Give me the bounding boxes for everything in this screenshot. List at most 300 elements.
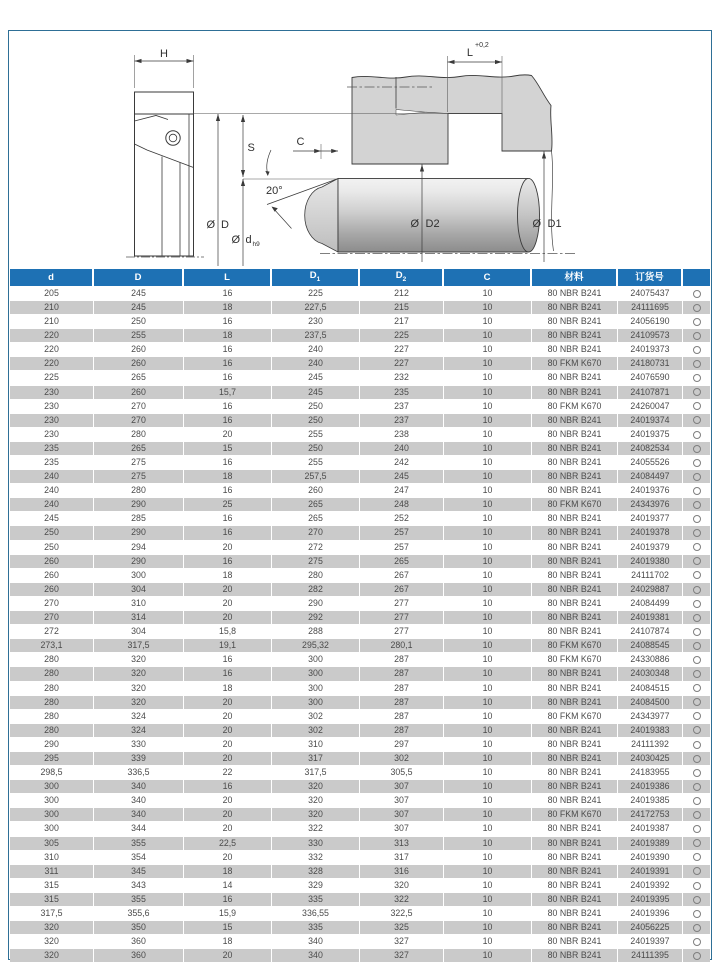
order-mark-cell[interactable] (683, 498, 710, 511)
order-mark-cell[interactable] (683, 484, 710, 497)
table-cell: 80 NBR B241 (532, 794, 618, 807)
table-cell: 16 (184, 287, 272, 300)
table-header-row (10, 269, 710, 286)
order-mark-cell[interactable] (683, 907, 710, 920)
table-cell: 225 (10, 371, 94, 384)
table-cell: 273,1 (10, 639, 94, 652)
housing-section (352, 75, 552, 164)
table-cell: 16 (184, 484, 272, 497)
table-cell: 330 (94, 738, 184, 751)
table-cell: 277 (360, 597, 444, 610)
table-cell: 80 NBR B241 (532, 724, 618, 737)
order-circle-icon[interactable] (693, 318, 701, 326)
order-mark-cell[interactable] (683, 639, 710, 652)
table-cell: 80 FKM K670 (532, 357, 618, 370)
table-cell: 290 (94, 498, 184, 511)
order-circle-icon[interactable] (693, 741, 701, 749)
table-cell: 80 NBR B241 (532, 949, 618, 962)
table-row (10, 921, 710, 934)
table-cell: 10 (444, 583, 532, 596)
table-row (10, 329, 710, 342)
order-circle-icon[interactable] (693, 755, 701, 763)
dia-symbol: Ø (410, 218, 419, 230)
order-circle-icon[interactable] (693, 529, 701, 537)
order-mark-cell[interactable] (683, 442, 710, 455)
table-cell: 227 (360, 343, 444, 356)
table-cell: 18 (184, 935, 272, 948)
table-cell: 80 NBR B241 (532, 738, 618, 751)
table-cell: 230 (10, 414, 94, 427)
table-cell: 80 NBR B241 (532, 625, 618, 638)
table-cell: 232 (360, 371, 444, 384)
table-cell: 80 NBR B241 (532, 752, 618, 765)
table-cell: 24111702 (618, 569, 683, 582)
order-circle-icon[interactable] (693, 698, 701, 706)
order-mark-cell[interactable] (683, 851, 710, 864)
dia-symbol: Ø (206, 219, 215, 231)
order-circle-icon[interactable] (693, 628, 701, 636)
table-row (10, 724, 710, 737)
arrow (187, 59, 194, 63)
table-cell: 307 (360, 808, 444, 821)
order-mark-cell[interactable] (683, 766, 710, 779)
order-mark-cell[interactable] (683, 541, 710, 554)
table-cell: 275 (272, 555, 360, 568)
dia-symbol: Ø (231, 234, 240, 246)
table-cell: 329 (272, 879, 360, 892)
table-cell: 354 (94, 851, 184, 864)
table-row (10, 738, 710, 751)
table-cell: 24109573 (618, 329, 683, 342)
table-cell: 24107871 (618, 386, 683, 399)
table-cell: 314 (94, 611, 184, 624)
table-cell: 345 (94, 865, 184, 878)
table-cell: 340 (94, 780, 184, 793)
table-cell: 355 (94, 893, 184, 906)
table-cell: 20 (184, 752, 272, 765)
table-cell: 360 (94, 949, 184, 962)
table-row (10, 428, 710, 441)
table-cell: 80 NBR B241 (532, 428, 618, 441)
order-circle-icon[interactable] (693, 571, 701, 579)
table-cell: 20 (184, 794, 272, 807)
order-circle-icon[interactable] (693, 769, 701, 777)
table-cell: 25 (184, 498, 272, 511)
order-mark-cell[interactable] (683, 780, 710, 793)
table-cell: 317,5 (94, 639, 184, 652)
table-cell: 302 (272, 710, 360, 723)
order-circle-icon[interactable] (693, 684, 701, 692)
table-cell: 322 (272, 822, 360, 835)
table-cell: 24056225 (618, 921, 683, 934)
table-row (10, 653, 710, 666)
order-mark-cell[interactable] (683, 935, 710, 948)
order-mark-cell[interactable] (683, 738, 710, 751)
col-header-D1: $D_1$ (272, 269, 360, 286)
order-mark-cell[interactable] (683, 414, 710, 427)
table-cell: 18 (184, 865, 272, 878)
table-row (10, 794, 710, 807)
order-circle-icon[interactable] (693, 374, 701, 382)
table-cell: 24260047 (618, 400, 683, 413)
order-circle-icon[interactable] (693, 515, 701, 523)
order-circle-icon[interactable] (693, 473, 701, 481)
order-circle-icon[interactable] (693, 825, 701, 833)
table-cell: 240 (360, 442, 444, 455)
table-cell: 280 (10, 696, 94, 709)
table-cell: 10 (444, 639, 532, 652)
table-cell: 22 (184, 766, 272, 779)
table-cell: 10 (444, 611, 532, 624)
order-circle-icon[interactable] (693, 360, 701, 368)
table-cell: 24107874 (618, 625, 683, 638)
table-cell: 24088545 (618, 639, 683, 652)
table-cell: 80 NBR B241 (532, 315, 618, 328)
table-cell: 265 (272, 512, 360, 525)
table-row (10, 287, 710, 300)
table-row (10, 484, 710, 497)
table-cell: 10 (444, 893, 532, 906)
order-circle-icon[interactable] (693, 416, 701, 424)
table-cell: 230 (10, 428, 94, 441)
table-cell: 339 (94, 752, 184, 765)
table-row (10, 315, 710, 328)
table-cell: 24019397 (618, 935, 683, 948)
table-cell: 245 (272, 386, 360, 399)
table-cell: 80 NBR B241 (532, 287, 618, 300)
table-cell: 24029887 (618, 583, 683, 596)
order-circle-icon[interactable] (693, 459, 701, 467)
table-cell: 227,5 (272, 301, 360, 314)
order-circle-icon[interactable] (693, 867, 701, 875)
order-circle-icon[interactable] (693, 839, 701, 847)
order-mark-cell[interactable] (683, 808, 710, 821)
technical-drawing (8, 30, 712, 268)
table-cell: 24084497 (618, 470, 683, 483)
table-cell: 285 (94, 512, 184, 525)
table-cell: 80 NBR B241 (532, 343, 618, 356)
table-cell: 248 (360, 498, 444, 511)
order-mark-cell[interactable] (683, 625, 710, 638)
table-cell: 265 (272, 498, 360, 511)
table-cell: 10 (444, 837, 532, 850)
order-circle-icon[interactable] (693, 304, 701, 312)
table-row (10, 865, 710, 878)
table-cell: 20 (184, 541, 272, 554)
order-mark-cell[interactable] (683, 893, 710, 906)
table-cell: 24030425 (618, 752, 683, 765)
table-cell: 332 (272, 851, 360, 864)
order-mark-cell[interactable] (683, 569, 710, 582)
table-row (10, 597, 710, 610)
order-mark-cell[interactable] (683, 822, 710, 835)
order-circle-icon[interactable] (693, 938, 701, 946)
table-row (10, 808, 710, 821)
table-cell: 80 NBR B241 (532, 921, 618, 934)
order-mark-cell[interactable] (683, 301, 710, 314)
table-cell: 317,5 (272, 766, 360, 779)
order-circle-icon[interactable] (693, 783, 701, 791)
shaft-body (338, 179, 528, 253)
table-cell: 298,5 (10, 766, 94, 779)
order-circle-icon[interactable] (693, 332, 701, 340)
table-cell: 10 (444, 287, 532, 300)
table-cell: 280 (10, 724, 94, 737)
table-cell: 304 (94, 625, 184, 638)
table-cell: 311 (10, 865, 94, 878)
table-cell: 220 (10, 357, 94, 370)
order-circle-icon[interactable] (693, 853, 701, 861)
table-cell: 257 (360, 526, 444, 539)
table-cell: 10 (444, 682, 532, 695)
order-circle-icon[interactable] (693, 501, 701, 509)
order-circle-icon[interactable] (693, 896, 701, 904)
arrow (241, 115, 245, 122)
order-mark-cell[interactable] (683, 555, 710, 568)
order-circle-icon[interactable] (693, 910, 701, 918)
table-row (10, 526, 710, 539)
table-cell: 330 (272, 837, 360, 850)
table-cell: 327 (360, 949, 444, 962)
order-mark-cell[interactable] (683, 456, 710, 469)
table-row (10, 780, 710, 793)
order-circle-icon[interactable] (693, 431, 701, 439)
table-cell: 280 (10, 653, 94, 666)
table-row (10, 414, 710, 427)
table-cell: 10 (444, 329, 532, 342)
table-cell: 265 (94, 442, 184, 455)
order-circle-icon[interactable] (693, 614, 701, 622)
table-cell: 24019385 (618, 794, 683, 807)
order-circle-icon[interactable] (693, 402, 701, 410)
order-mark-cell[interactable] (683, 752, 710, 765)
arrow (241, 179, 245, 186)
table-cell: 24330886 (618, 653, 683, 666)
dim-label-s: S (247, 142, 255, 154)
table-cell: 20 (184, 597, 272, 610)
order-mark-cell[interactable] (683, 653, 710, 666)
table-cell: 240 (272, 343, 360, 356)
order-mark-cell[interactable] (683, 794, 710, 807)
table-row (10, 752, 710, 765)
table-cell: 255 (272, 456, 360, 469)
table-cell: 210 (10, 301, 94, 314)
table-cell: 315 (10, 879, 94, 892)
table-cell: 15,7 (184, 386, 272, 399)
table-cell: 247 (360, 484, 444, 497)
table-cell: 10 (444, 724, 532, 737)
table-cell: 19,1 (184, 639, 272, 652)
table-cell: 267 (360, 583, 444, 596)
table-cell: 20 (184, 710, 272, 723)
table-cell: 10 (444, 470, 532, 483)
table-cell: 225 (272, 287, 360, 300)
order-circle-icon[interactable] (693, 952, 701, 960)
table-cell: 80 NBR B241 (532, 611, 618, 624)
table-cell: 322,5 (360, 907, 444, 920)
table-cell: 260 (94, 343, 184, 356)
order-mark-cell[interactable] (683, 371, 710, 384)
arrow (542, 152, 546, 159)
table-cell: 10 (444, 949, 532, 962)
order-mark-cell[interactable] (683, 526, 710, 539)
col-header-order-mark (683, 269, 710, 286)
order-mark-cell[interactable] (683, 400, 710, 413)
order-mark-cell[interactable] (683, 343, 710, 356)
order-circle-icon[interactable] (693, 642, 701, 650)
table-cell: 304 (94, 583, 184, 596)
table-cell: 290 (10, 738, 94, 751)
arrow (448, 60, 455, 64)
order-mark-cell[interactable] (683, 865, 710, 878)
col-header-D: D (94, 269, 184, 286)
table-cell: 24111392 (618, 738, 683, 751)
col-header-D2: $D_2$ (360, 269, 444, 286)
seal-case (135, 92, 194, 256)
table-cell: 230 (10, 386, 94, 399)
table-cell: 10 (444, 738, 532, 751)
table-cell: 240 (10, 484, 94, 497)
table-cell: 270 (10, 611, 94, 624)
table-cell: 16 (184, 780, 272, 793)
order-circle-icon[interactable] (693, 811, 701, 819)
order-circle-icon[interactable] (693, 656, 701, 664)
order-mark-cell[interactable] (683, 949, 710, 962)
order-circle-icon[interactable] (693, 445, 701, 453)
order-mark-cell[interactable] (683, 512, 710, 525)
table-cell: 317 (360, 851, 444, 864)
table-cell: 10 (444, 386, 532, 399)
table-cell: 16 (184, 667, 272, 680)
order-mark-cell[interactable] (683, 597, 710, 610)
order-circle-icon[interactable] (693, 712, 701, 720)
table-cell: 10 (444, 696, 532, 709)
table-cell: 237 (360, 414, 444, 427)
table-cell: 80 NBR B241 (532, 935, 618, 948)
order-mark-cell[interactable] (683, 428, 710, 441)
table-row (10, 569, 710, 582)
table-cell: 280,1 (360, 639, 444, 652)
order-mark-cell[interactable] (683, 315, 710, 328)
arrow (495, 60, 502, 64)
table-row (10, 837, 710, 850)
order-circle-icon[interactable] (693, 726, 701, 734)
table-cell: 212 (360, 287, 444, 300)
table-cell: 287 (360, 653, 444, 666)
order-circle-icon[interactable] (693, 388, 701, 396)
table-cell: 300 (272, 667, 360, 680)
table-cell: 24180731 (618, 357, 683, 370)
order-mark-cell[interactable] (683, 329, 710, 342)
table-cell: 10 (444, 808, 532, 821)
table-cell: 10 (444, 851, 532, 864)
table-cell: 245 (360, 470, 444, 483)
table-cell: 24111695 (618, 301, 683, 314)
order-circle-icon[interactable] (693, 797, 701, 805)
order-mark-cell[interactable] (683, 583, 710, 596)
table-row (10, 907, 710, 920)
table-cell: 24019392 (618, 879, 683, 892)
order-circle-icon[interactable] (693, 290, 701, 298)
table-cell: 250 (272, 414, 360, 427)
order-circle-icon[interactable] (693, 670, 701, 678)
order-circle-icon[interactable] (693, 346, 701, 354)
table-cell: 80 NBR B241 (532, 766, 618, 779)
order-circle-icon[interactable] (693, 557, 701, 565)
order-circle-icon[interactable] (693, 543, 701, 551)
table-cell: 290 (272, 597, 360, 610)
table-cell: 242 (360, 456, 444, 469)
table-cell: 24019395 (618, 893, 683, 906)
table-cell: 10 (444, 935, 532, 948)
table-cell: 272 (272, 541, 360, 554)
table-row (10, 357, 710, 370)
table-cell: 24019379 (618, 541, 683, 554)
table-cell: 260 (10, 555, 94, 568)
order-mark-cell[interactable] (683, 837, 710, 850)
arrow (272, 207, 278, 212)
order-circle-icon[interactable] (693, 487, 701, 495)
order-mark-cell[interactable] (683, 470, 710, 483)
order-mark-cell[interactable] (683, 611, 710, 624)
table-cell: 280 (10, 682, 94, 695)
order-mark-cell[interactable] (683, 879, 710, 892)
dim-label-D1: D1 (547, 218, 562, 230)
table-cell: 315 (10, 893, 94, 906)
order-circle-icon[interactable] (693, 586, 701, 594)
order-mark-cell[interactable] (683, 357, 710, 370)
table-cell: 320 (94, 696, 184, 709)
table-cell: 10 (444, 541, 532, 554)
table-cell: 80 FKM K670 (532, 498, 618, 511)
table-cell: 15 (184, 442, 272, 455)
order-circle-icon[interactable] (693, 600, 701, 608)
order-mark-cell[interactable] (683, 682, 710, 695)
order-mark-cell[interactable] (683, 696, 710, 709)
table-cell: 80 NBR B241 (532, 851, 618, 864)
order-mark-cell[interactable] (683, 710, 710, 723)
table-cell: 270 (94, 414, 184, 427)
dim-label-angle: 20° (266, 185, 283, 197)
table-cell: 280 (10, 710, 94, 723)
table-cell: 16 (184, 400, 272, 413)
order-mark-cell[interactable] (683, 921, 710, 934)
table-cell: 24019380 (618, 555, 683, 568)
arrow (420, 165, 424, 172)
table-cell: 16 (184, 371, 272, 384)
order-circle-icon[interactable] (693, 882, 701, 890)
seal-profile-view (126, 92, 204, 257)
table-cell: 20 (184, 851, 272, 864)
table-row (10, 301, 710, 314)
order-mark-cell[interactable] (683, 724, 710, 737)
table-cell: 317,5 (10, 907, 94, 920)
table-cell: 10 (444, 597, 532, 610)
table-cell: 270 (272, 526, 360, 539)
order-mark-cell[interactable] (683, 287, 710, 300)
order-mark-cell[interactable] (683, 386, 710, 399)
table-row (10, 400, 710, 413)
order-circle-icon[interactable] (693, 924, 701, 932)
table-cell: 257 (360, 541, 444, 554)
table-cell: 10 (444, 752, 532, 765)
table-cell: 16 (184, 357, 272, 370)
dim-label-l: L (466, 47, 473, 59)
order-mark-cell[interactable] (683, 667, 710, 680)
table-cell: 16 (184, 526, 272, 539)
table-cell: 10 (444, 653, 532, 666)
table-cell: 240 (10, 470, 94, 483)
